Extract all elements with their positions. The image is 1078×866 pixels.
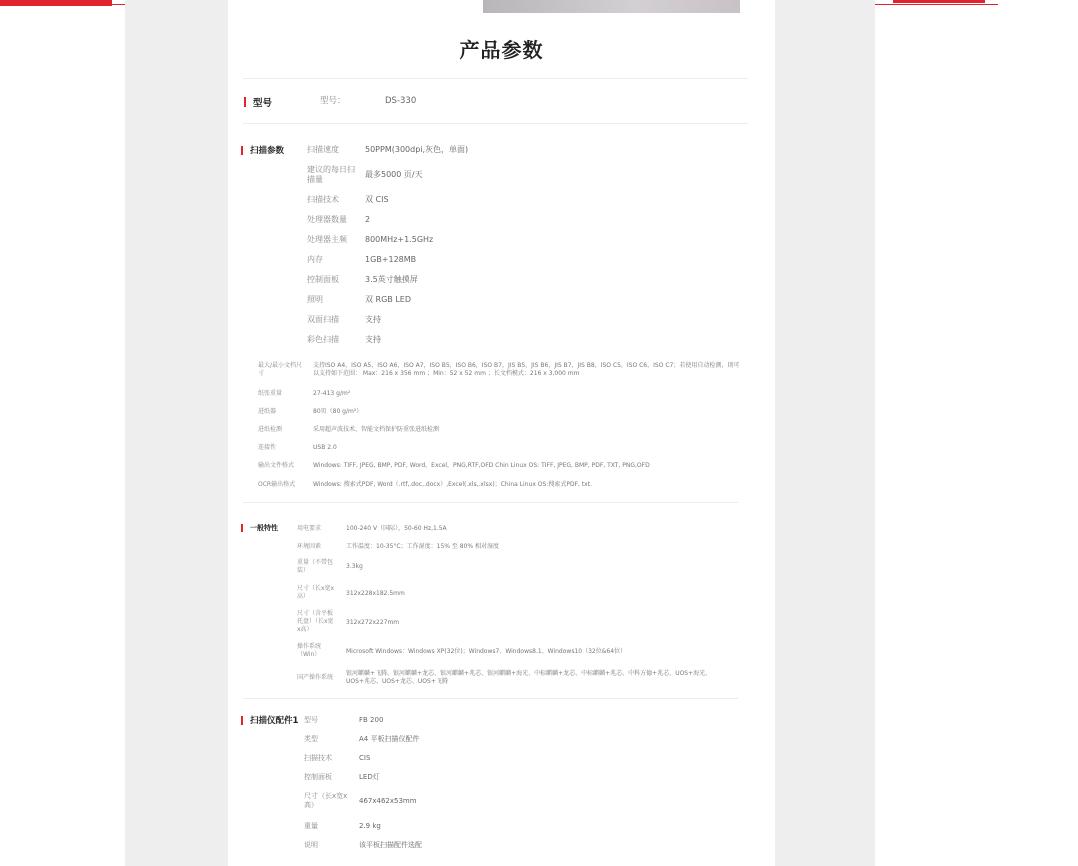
param-key: 重量（不带包装） xyxy=(297,559,334,574)
param-value: 100-240 V（国际），50-60 Hz,1.5A xyxy=(346,525,447,532)
param-value: FB 200 xyxy=(359,716,384,724)
product-image-strip xyxy=(483,0,740,13)
divider xyxy=(243,123,748,124)
param-key: 最大/最小文档尺寸 xyxy=(258,362,303,377)
section-marker xyxy=(241,524,243,532)
section-marker xyxy=(241,716,243,725)
param-value: 该平板扫描配件选配 xyxy=(359,841,422,849)
param-value: 双 RGB LED xyxy=(365,295,412,304)
param-key: OCR输出格式 xyxy=(258,481,296,488)
section-label-scan-params xyxy=(241,144,284,156)
param-value: 3.5英寸触摸屏 xyxy=(365,275,418,284)
page-title: 产品参数 xyxy=(459,38,544,62)
param-key: 类型 xyxy=(304,735,318,743)
param-value: 支持 xyxy=(365,315,381,324)
param-key: 建议的每日扫描量 xyxy=(307,165,355,185)
param-value: LED灯 xyxy=(359,773,380,781)
param-key: 尺寸（长x宽x高） xyxy=(297,585,335,600)
param-key: 说明 xyxy=(304,841,318,849)
param-key: 进纸检测 xyxy=(258,426,283,433)
param-value: 支持 xyxy=(365,335,381,344)
param-value: 双 CIS xyxy=(365,195,389,204)
param-value: 支持ISO A4，ISO A5，ISO A6，ISO A7，ISO B5，ISO B6，ISO B7，JIS B5，JIS B6，JIS B7，JIS B8，ISO C5，ISO C6，ISO C7；若使用自动检测，則可以支持如下范围： Max：216 x 356 mm ；Min：52 x 52 mm ；长文档模式：216 x 3,000 mm xyxy=(313,362,740,377)
param-value: 27-413 g/m² xyxy=(313,390,351,397)
param-value: 800MHz+1.5GHz xyxy=(365,235,434,244)
divider xyxy=(243,502,738,503)
param-key: 输出文件格式 xyxy=(258,462,295,469)
param-key: 控制面板 xyxy=(307,275,339,284)
param-value: 最多5000 页/天 xyxy=(365,170,423,179)
param-value: 312x228x182.5mm xyxy=(346,590,405,597)
param-key: 扫描技术 xyxy=(304,754,332,762)
param-key: 处理器数量 xyxy=(307,215,347,224)
param-key: 处理器主频 xyxy=(307,235,347,244)
section-label-general xyxy=(241,523,278,533)
param-value: Microsoft Windows：Windows XP(32位)；Windows7、Windows8.1、Windows10（32位&64位） xyxy=(346,648,627,655)
param-value: CIS xyxy=(359,754,371,762)
param-value: 2 xyxy=(365,215,371,224)
param-key: 型号 xyxy=(304,716,318,724)
param-value: 312x272x227mm xyxy=(346,619,400,626)
top-accent-bar xyxy=(0,0,112,6)
param-value: 80页（80 g/m²） xyxy=(313,408,363,415)
param-value: 工作温度：10-35°C；工作湿度：15% 至 80% 相对湿度 xyxy=(346,543,500,550)
model-key: 型号： xyxy=(320,96,346,106)
param-key: 国产操作系统 xyxy=(297,674,334,681)
param-key: 环境因素 xyxy=(297,543,322,550)
param-value: 50PPM(300dpi,灰色，单面) xyxy=(365,145,469,154)
section-marker xyxy=(241,146,243,155)
param-key: 纸张重量 xyxy=(258,390,283,397)
param-value: 采用超声波技术、智能文档保护防重张进纸检测 xyxy=(313,426,440,433)
divider xyxy=(243,698,738,699)
param-value: Windows: TIFF, JPEG, BMP, PDF, Word，Excel，PNG,RTF,OFD Chin Linux OS: TIFF, JPEG, BMP, PDF, TXT, PNG,OFD xyxy=(313,462,650,469)
section-label-text: 扫描仪配件1 xyxy=(250,716,299,726)
param-key: 连接性 xyxy=(258,444,277,451)
param-key: 扫描速度 xyxy=(307,145,339,154)
param-value: Windows: 搜索式PDF, Word（.rtf,.doc,.docx）,Excel(.xls,.xlsx)；China Linux OS:搜索式PDF, txt. xyxy=(313,481,592,488)
param-key: 操作系统（Win） xyxy=(297,643,322,658)
param-value: 1GB+128MB xyxy=(365,255,417,264)
section-marker xyxy=(244,97,246,107)
param-key: 内存 xyxy=(307,255,323,264)
divider xyxy=(243,78,748,79)
section-label-accessory xyxy=(241,714,298,726)
param-key: 彩色扫描 xyxy=(307,335,339,344)
param-key: 尺寸（长x宽x高） xyxy=(304,792,348,810)
param-key: 照明 xyxy=(307,295,323,304)
model-value: DS-330 xyxy=(385,96,417,106)
top-accent-tab xyxy=(893,0,985,3)
param-key: 重量 xyxy=(304,822,318,830)
param-value: USB 2.0 xyxy=(313,444,337,451)
section-label-model xyxy=(244,95,272,109)
param-key: 用电要求 xyxy=(297,525,322,532)
param-key: 尺寸（含平板托盘）（长x宽x高） xyxy=(297,610,334,633)
param-value: 3.3kg xyxy=(346,563,363,570)
param-value: A4 平板扫描仪配件 xyxy=(359,735,420,743)
param-key: 双面扫描 xyxy=(307,315,339,324)
section-label-text: 型号 xyxy=(253,98,273,109)
param-value: 银河麒麟+飞腾、银河麒麟+龙芯、银河麒麟+兆芯、银河麒麟+海光、中标麒麟+龙芯、中标麒麟+兆芯、中科方德+兆芯、UOS+海光、UOS+兆芯、UOS+龙芯、UOS+飞腾 xyxy=(346,670,712,685)
section-label-text: 扫描参数 xyxy=(250,146,285,156)
param-value: 2.9 kg xyxy=(359,822,381,830)
param-key: 进纸器 xyxy=(258,408,277,415)
section-label-text: 一般特性 xyxy=(250,524,278,532)
param-key: 控制面板 xyxy=(304,773,332,781)
param-key: 扫描技术 xyxy=(307,195,339,204)
param-value: 467x462x53mm xyxy=(359,797,417,805)
